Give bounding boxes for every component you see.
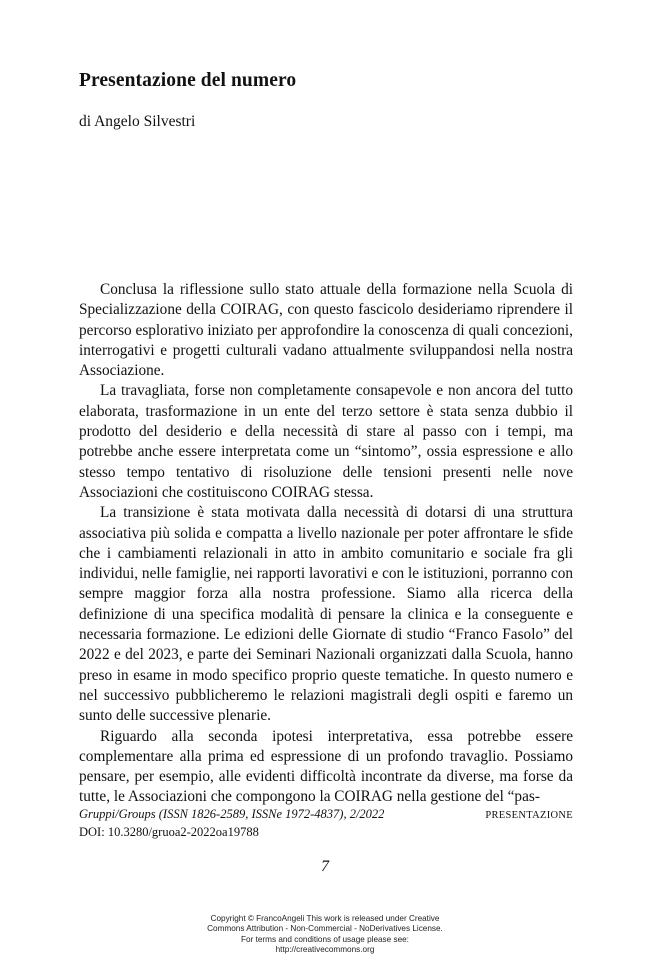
journal-citation: Gruppi/Groups (ISSN 1826-2589, ISSNe 1972-4837), 2/2022 [79, 807, 385, 821]
license-line: Commons Attribution - Non-Commercial - NoDerivatives License. [207, 924, 443, 934]
article-title: Presentazione del numero [79, 70, 297, 91]
page-footer [79, 806, 573, 841]
license-line: Copyright © FrancoAngeli This work is released under Creative [210, 914, 440, 923]
license-line: For terms and conditions of usage please see: [241, 934, 409, 944]
license-notice [150, 914, 500, 956]
paragraph: La transizione è stata motivata dalla necessità di dotarsi di una struttura associativa più solida e compatta a livello nazionale per poter affrontare le sfide che i cambiamenti relazionali in atto in ambito comunitario e sociale fra gli individui, nelle famiglie, nei rapporti lavorativi e con le istituzioni, porranno con sempre maggior forza alla nostra professione. Siamo alla ricerca della definizione di una specifica modalità di pensare la clinica e la conseguente e necessaria formazione. Le edizioni delle Giornate di studio “Franco Fasolo” del 2022 e del 2023, e parte dei Seminari Nazionali organizzati dalla Scuola, hanno preso in esame in modo specifico proprio queste tematiche. In questo numero e nel successivo pubblicheremo le relazioni magistrali degli ospiti e faremo un sunto delle successive plenarie. [79, 504, 573, 725]
license-link[interactable]: http://creativecommons.org [275, 945, 375, 955]
page-number: 7 [321, 858, 329, 875]
author-byline: di Angelo Silvestri [79, 113, 196, 130]
paragraph: La travagliata, forse non completamente consapevole e non ancora del tutto elaborata, trasformazione in un ente del terzo settore è stata senza dubbio il prodotto del desiderio e della necessità di stare al passo con i tempi, ma potrebbe anche essere interpretata come un “sintomo”, ossia espressione e allo stesso tempo tentativo di risoluzione delle tensioni presenti nelle nove Associazioni che costituiscono COIRAG stessa. [79, 382, 573, 501]
section-label: PRESENTAZIONE [485, 810, 573, 821]
paragraph: Conclusa la riflessione sullo stato attuale della formazione nella Scuola di Specializzazione della COIRAG, con questo fascicolo desideriamo riprendere il percorso esplorativo iniziato per approfondire la conoscenza di quali concezioni, interrogativi e progetti culturali vadano attualmente sviluppandosi nella nostra Associazione. [79, 281, 573, 380]
paragraph: Riguardo alla seconda ipotesi interpretativa, essa potrebbe essere complementare alla prima ed espressione di un profondo travaglio. Possiamo pensare, per esempio, alle evidenti difficoltà incontrate da diverse, ma forse da tutte, le Associazioni che compongono la COIRAG nella gestione del “pas- [79, 727, 573, 806]
article-body [79, 280, 573, 808]
doi-text: DOI: 10.3280/gruoa2-2022oa19788 [79, 825, 259, 839]
